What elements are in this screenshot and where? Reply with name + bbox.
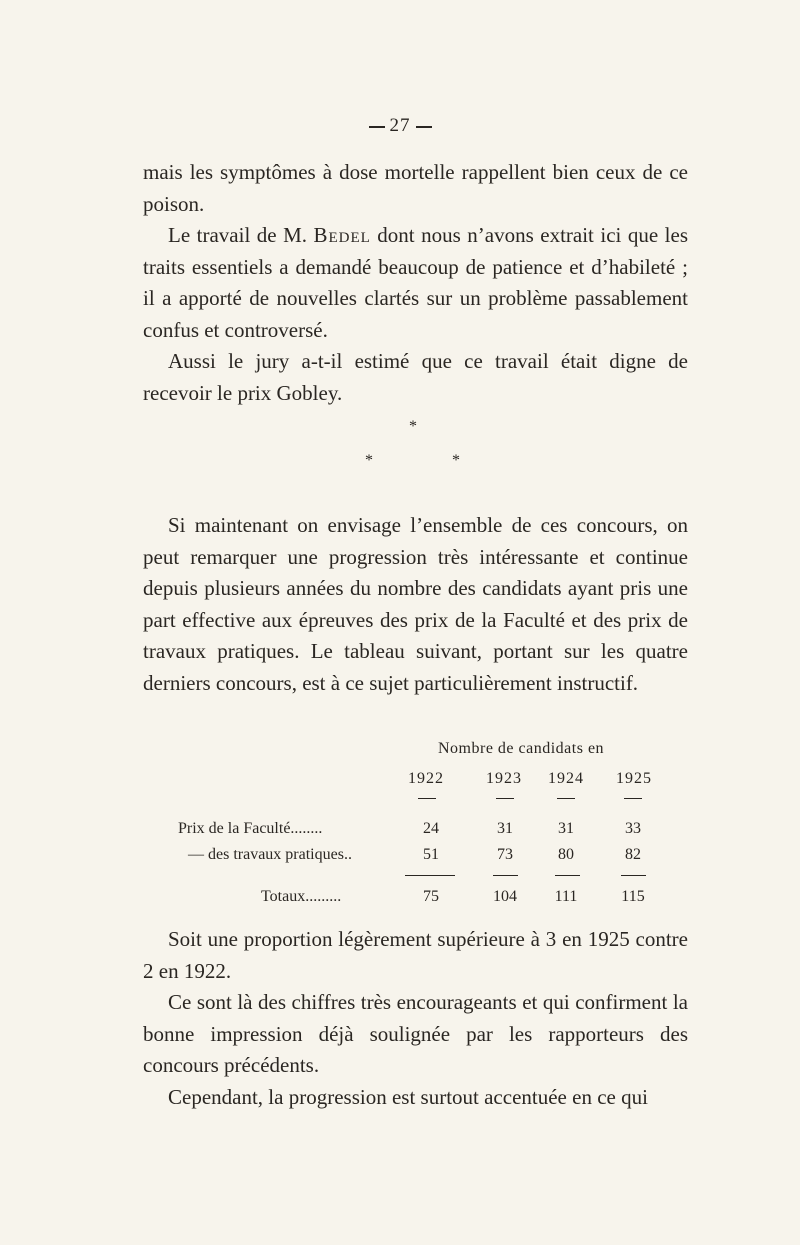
asterisk: *: [452, 452, 460, 469]
text-block-middle: [143, 510, 688, 699]
total-value: 104: [493, 888, 517, 905]
text-block-bottom: [143, 924, 688, 1113]
cell-value: 31: [497, 820, 513, 837]
paragraph-text: dont nous n’avons extrait ici que les traits essentiels a demandé beaucoup de patience et d’habileté ; il a apporté de nouvelles clartés sur un problème passablement confus et controversé.: [143, 223, 688, 342]
cell-value: 31: [558, 820, 574, 837]
column-rule: [418, 798, 436, 799]
sum-rule: [555, 875, 580, 876]
sum-rule: [621, 875, 646, 876]
cell-value: 51: [423, 846, 439, 863]
year-heading: 1923: [486, 770, 522, 787]
column-rule: [496, 798, 514, 799]
page-number-dash-left: [369, 126, 385, 128]
paragraph: Cependant, la progression est surtout accentuée en ce qui: [168, 1084, 648, 1109]
paragraph: Ce sont là des chiffres très encourageants et qui confirment la bonne impression déjà soulignée par les rapporteurs des concours précédents.: [143, 990, 688, 1077]
text-block-top: [143, 157, 688, 409]
paragraph: Si maintenant on envisage l’ensemble de ces concours, on peut remarquer une progression très intéressante et continue depuis plusieurs années du nombre des candidats ayant pris une part effective aux épreuves des prix de la Faculté et des prix de travaux pratiques. Le tableau suivant, portant sur les quatre derniers concours, est à ce sujet particulièrement instructif.: [143, 513, 688, 695]
total-value: 111: [554, 888, 578, 905]
page-number-dash-right: [416, 126, 432, 128]
page-number: [0, 115, 800, 137]
sum-rule: [493, 875, 518, 876]
cell-value: 73: [497, 846, 513, 863]
row-label: — des travaux pratiques..: [188, 846, 352, 863]
asterisk: *: [409, 418, 417, 435]
total-value: 75: [423, 888, 439, 905]
paragraph: mais les symptômes à dose mortelle rappellent bien ceux de ce poison.: [143, 160, 688, 216]
page-number-text: 27: [389, 115, 411, 136]
asterisk: *: [365, 452, 373, 469]
total-value: 115: [621, 888, 645, 905]
table-row: [143, 846, 688, 870]
paragraph: Soit une proportion légèrement supérieure à 3 en 1925 contre 2 en 1922.: [143, 927, 688, 983]
year-heading: 1922: [408, 770, 444, 787]
cell-value: 82: [625, 846, 641, 863]
paragraph: [143, 220, 688, 346]
table-header: Nombre de candidats en: [438, 740, 605, 757]
cell-value: 80: [558, 846, 574, 863]
cell-value: 24: [423, 820, 439, 837]
column-rule: [624, 798, 642, 799]
sum-rule: [405, 875, 455, 876]
year-heading: 1925: [616, 770, 652, 787]
row-label: Prix de la Faculté........: [178, 820, 323, 837]
column-rule: [557, 798, 575, 799]
paragraph-text: Le travail de M.: [168, 223, 314, 247]
year-heading: 1924: [548, 770, 584, 787]
total-label: Totaux.........: [261, 888, 342, 905]
paragraph: Aussi le jury a-t-il estimé que ce travail était digne de recevoir le prix Gobley.: [143, 349, 688, 405]
table-row: [143, 820, 688, 844]
author-name: Bedel: [313, 223, 371, 247]
table-total-row: [143, 888, 688, 912]
cell-value: 33: [625, 820, 641, 837]
